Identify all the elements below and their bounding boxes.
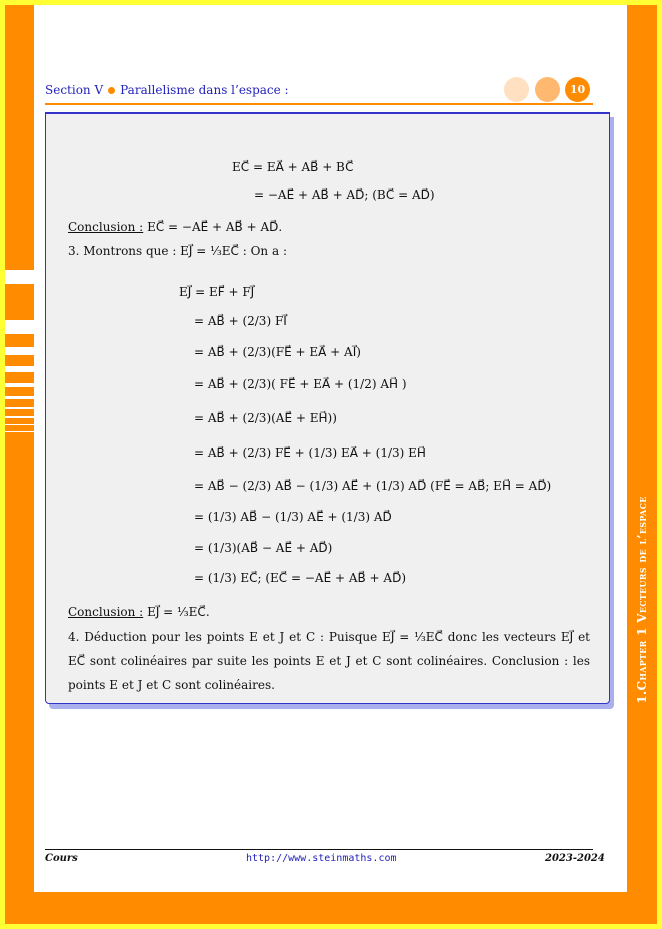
conclusion-1-text: EC⃗ = −AE⃗ + AB⃗ + AD⃗. xyxy=(147,220,283,234)
left-bar-stripe xyxy=(5,396,34,399)
conclusion-2 xyxy=(68,605,210,619)
left-orange-bar xyxy=(5,5,34,892)
derivation-line: = AB⃗ + (2/3)(FE⃗ + EA⃗ + AI⃗) xyxy=(194,345,361,359)
left-bar-stripe xyxy=(5,407,34,409)
derivation-line: = AB⃗ + (2/3)(AE⃗ + EH⃗)) xyxy=(194,411,337,425)
left-bar-stripe xyxy=(5,270,34,284)
equation-ec-line-2: = −AE⃗ + AB⃗ + AD⃗; (BC⃗ = AD⃗) xyxy=(254,188,435,202)
left-bar-stripe xyxy=(5,416,34,418)
left-bar-stripe xyxy=(5,424,34,425)
page-number: 10 xyxy=(565,77,590,102)
left-bar-stripe xyxy=(5,366,34,372)
derivation-line: = AB⃗ − (2/3) AB⃗ − (1/3) AE⃗ + (1/3) AD⃗ (FE⃗ = AB⃗; EH⃗ = AD⃗) xyxy=(194,479,552,493)
left-bar-stripe xyxy=(5,347,34,355)
bullet-dot-icon xyxy=(108,87,115,94)
derivation-line: = AB⃗ + (2/3)( FE⃗ + EA⃗ + (1/2) AH⃗ ) xyxy=(194,377,407,391)
derivation-line: EJ⃗ = EF⃗ + FJ⃗ xyxy=(179,285,255,299)
header-rule xyxy=(45,103,593,105)
conclusion-1-label: Conclusion : xyxy=(68,220,144,234)
right-orange-bar xyxy=(627,5,657,892)
decor-circle-light-icon xyxy=(504,77,529,102)
conclusion-2-label: Conclusion : xyxy=(68,605,144,619)
content-box-top-border xyxy=(45,112,610,114)
derivation-line: = (1/3) AB⃗ − (1/3) AE⃗ + (1/3) AD⃗ xyxy=(194,510,392,524)
footer-course-label: Cours xyxy=(45,853,78,864)
footer-website-link[interactable]: http://www.steinmaths.com xyxy=(246,853,397,864)
derivation-line: = (1/3)(AB⃗ − AE⃗ + AD⃗) xyxy=(194,541,333,555)
left-bar-stripe xyxy=(5,431,34,432)
section-heading xyxy=(45,83,289,97)
section-label: Section V xyxy=(45,83,104,97)
left-bar-stripe xyxy=(5,320,34,334)
step-4-paragraph: 4. Déduction pour les points E et J et C : Puisque EJ⃗ = ⅓EC⃗ donc les vecteurs EJ⃗ et EC⃗ sont colinéaires par suite les points E et J et C sont colinéaires. Conclusion : les points E et J et C sont colinéaires. xyxy=(68,630,590,692)
equation-ec-line-1: EC⃗ = EA⃗ + AB⃗ + BC⃗ xyxy=(232,160,354,174)
footer-rule xyxy=(45,849,593,850)
section-title: Parallelisme dans l’espace : xyxy=(120,83,289,97)
derivation-line: = AB⃗ + (2/3) FE⃗ + (1/3) EA⃗ + (1/3) EH⃗ xyxy=(194,446,426,460)
left-bar-stripe xyxy=(5,383,34,387)
conclusion-2-text: EJ⃗ = ⅓EC⃗. xyxy=(147,605,210,619)
conclusion-1 xyxy=(68,220,282,234)
derivation-line: = (1/3) EC⃗; (EC⃗ = −AE⃗ + AB⃗ + AD⃗) xyxy=(194,571,407,585)
step-3-statement: 3. Montrons que : EJ⃗ = ⅓EC⃗ : On a : xyxy=(68,244,287,258)
page-header xyxy=(45,75,593,105)
chapter-side-label: 1.Chapter 1 Vecteurs de l’espace xyxy=(635,496,649,704)
decor-circle-medium-icon xyxy=(535,77,560,102)
footer-year: 2023-2024 xyxy=(545,853,605,864)
bottom-orange-bar xyxy=(5,892,657,924)
derivation-line: = AB⃗ + (2/3) FI⃗ xyxy=(194,314,287,328)
